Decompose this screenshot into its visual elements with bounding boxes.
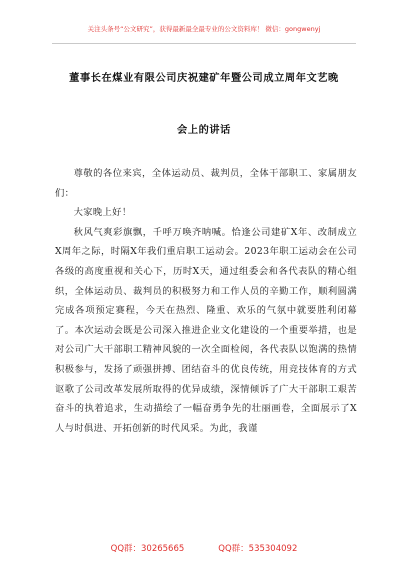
document-body (55, 164, 357, 438)
document-title-line-2: 会上的讲话 (177, 125, 231, 136)
header-divider (52, 43, 356, 44)
header-banner: 关注头条号“公文研究”，获得最新最全最专业的公文资料库！ 微信：gongwenyj (87, 25, 321, 33)
salutation-paragraph: 尊敬的各位来宾，全体运动员、裁判员，全体干部职工、家属朋友们： (55, 168, 357, 199)
footer-qq-group-1: QQ群：30265665 (110, 544, 185, 554)
document-title-line-1: 董事长在煤业有限公司庆祝建矿年暨公司成立周年文艺晚 (69, 73, 339, 84)
greeting-paragraph: 大家晚上好！ (73, 207, 132, 219)
footer-contact (0, 542, 408, 554)
footer-qq-group-2: QQ群：535304092 (218, 544, 298, 554)
body-paragraph: 秋风气爽彩旗飘，千呼万唤齐呐喊。恰逢公司建矿X年、改制成立X周年之际，时隔X年我们重启职工运动会。2023年职工运动会在公司各级的高度重视和关心下，历时X天，通过组委会和各代表队的精心组织，全体运动员、裁判员的积极努力和工作人员的辛勤工作，顺利圆满完成各项预定赛程，今天在热烈、隆重、欢乐的气氛中就要胜利闭幕了。本次运动会既是公司深入推进企业文化建设的一个重要举措，也是对公司广大干部职工精神风貌的一次全面检阅，各代表队以饱满的热情积极参与，发扬了顽强拼搏、团结奋斗的优良传统，用竞技体育的方式讴歌了公司改革发展所取得的优异成绩，深情倾诉了广大干部职工艰苦奋斗的执着追求，生动描绘了一幅奋勇争先的壮丽画卷，全面展示了X人与时俱进、开拓创新的时代风采。为此，我谨 (55, 226, 357, 434)
